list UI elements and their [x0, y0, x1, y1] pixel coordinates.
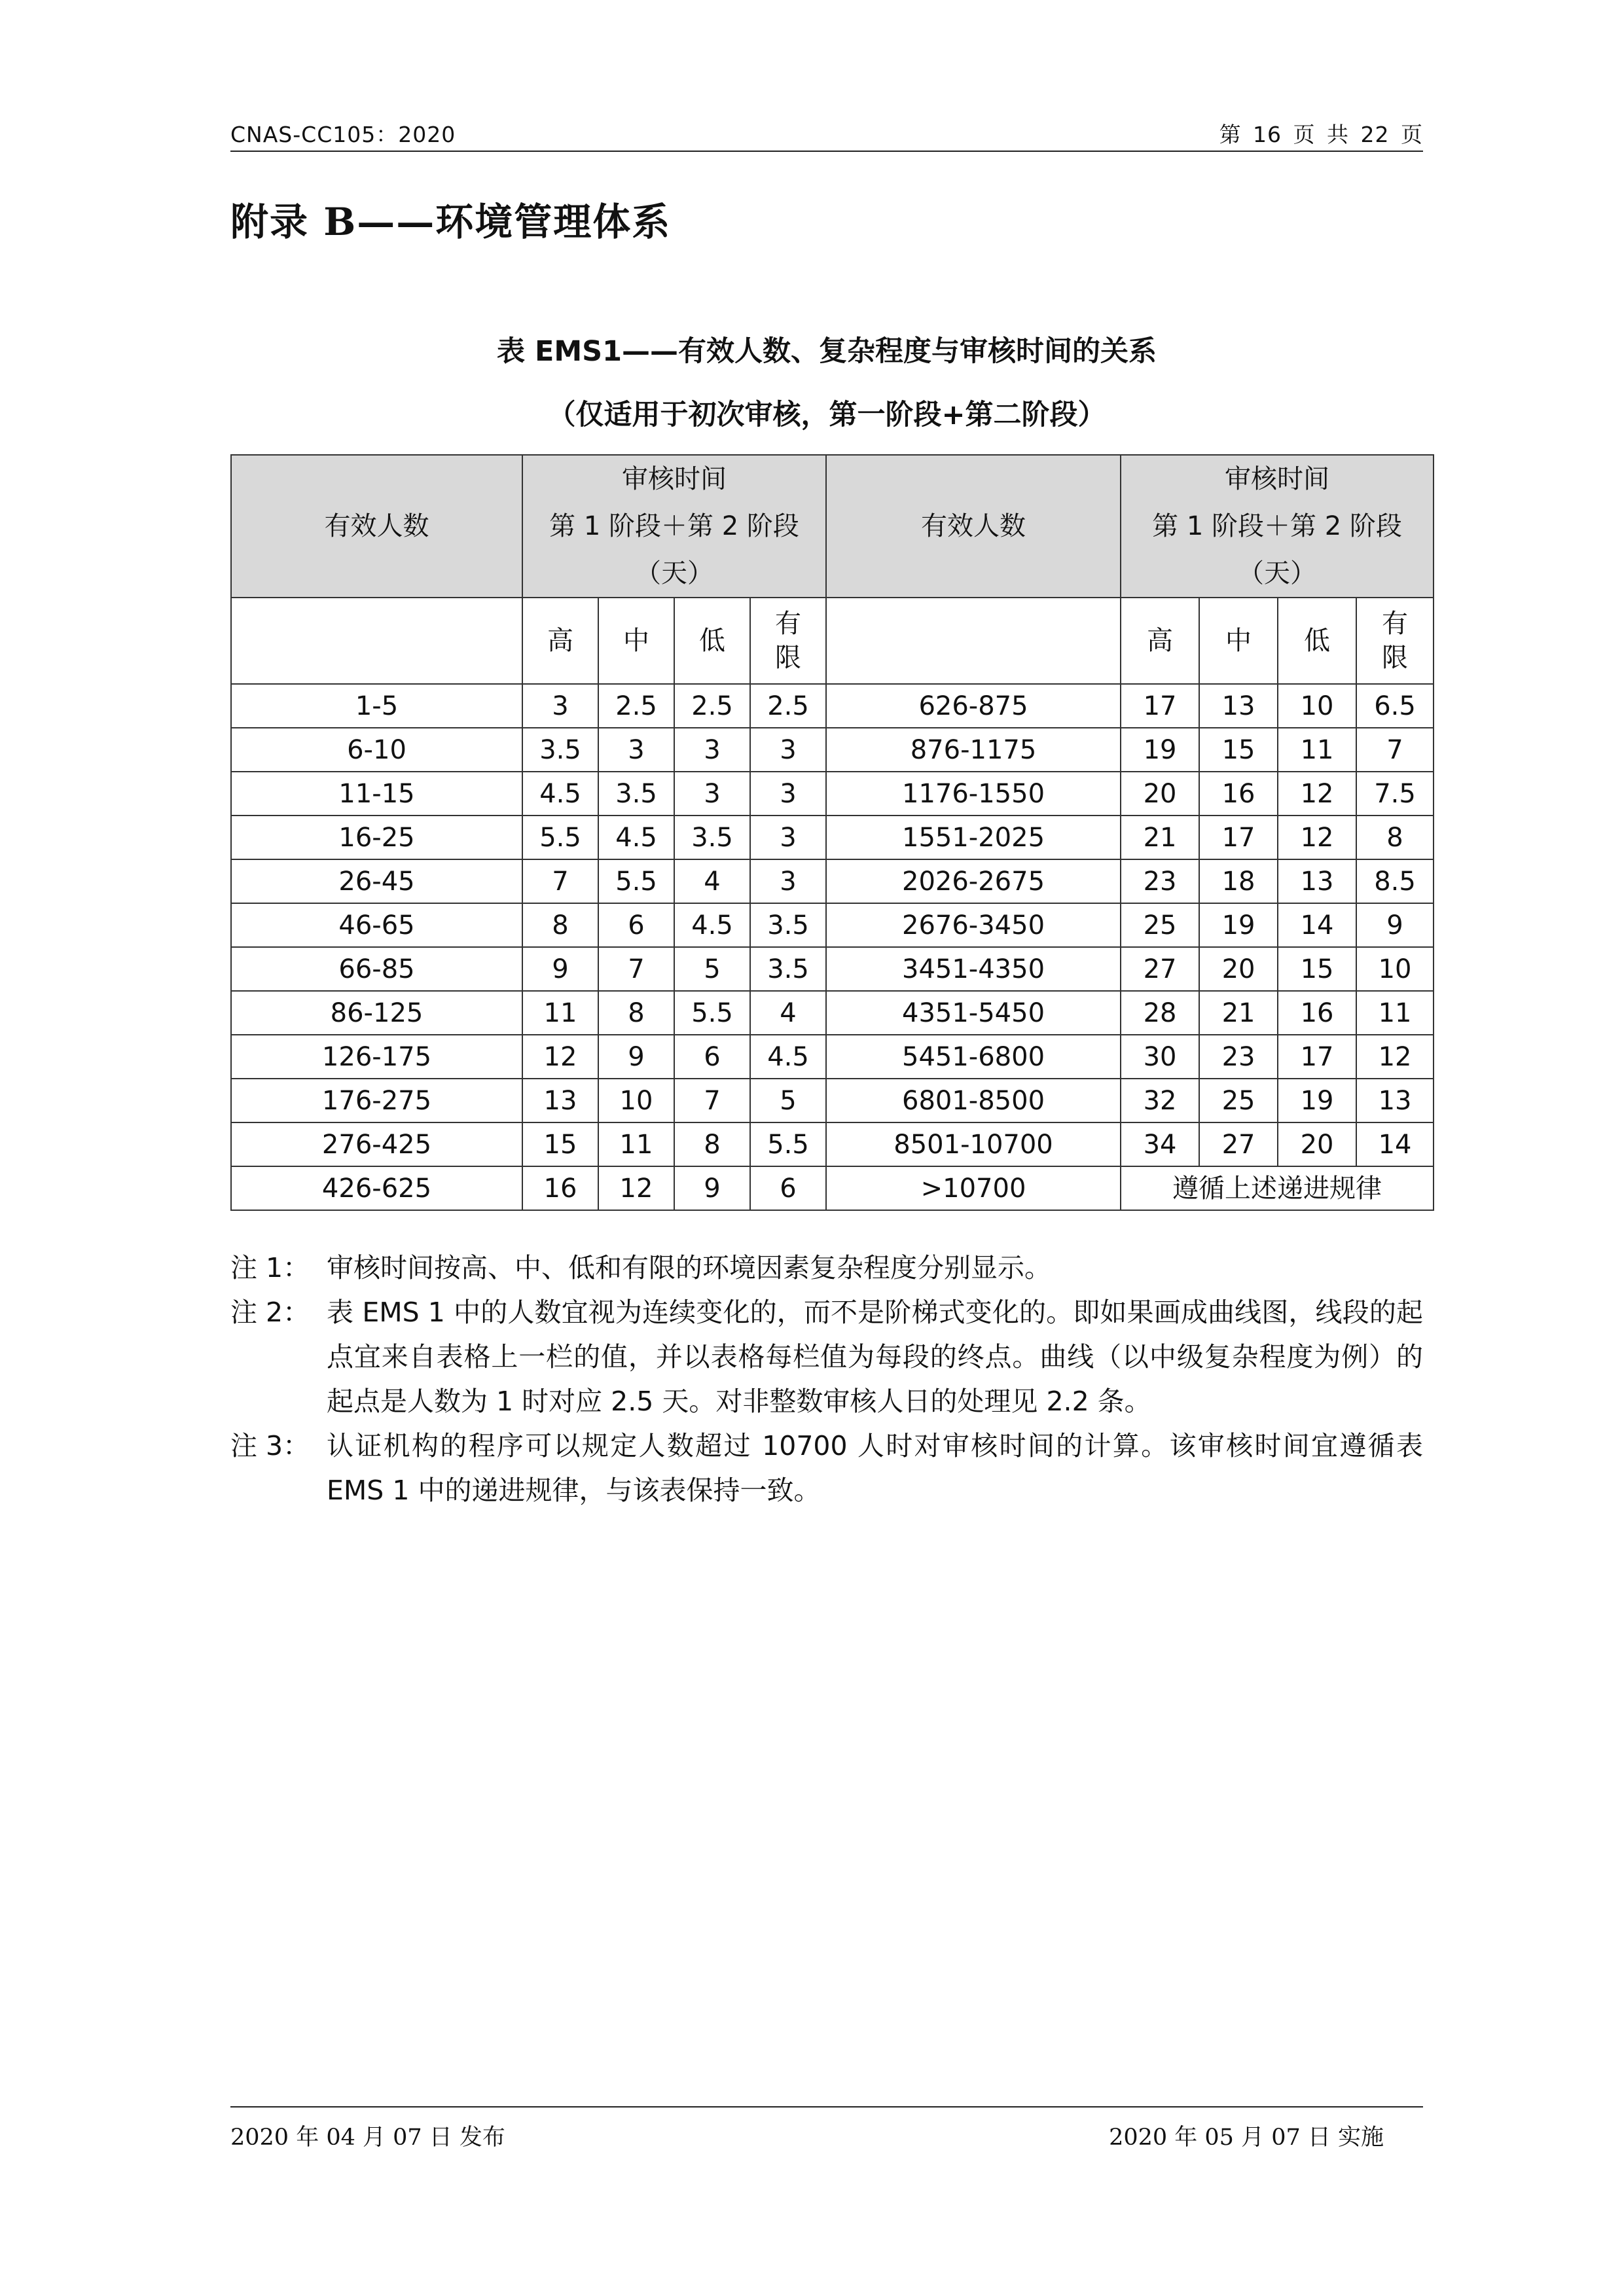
level-limited-text: 有限 — [1382, 609, 1409, 673]
audit-days-limited: 7 — [1356, 728, 1434, 772]
note-label: 注 2： — [230, 1297, 310, 1328]
audit-days-limited: 2.5 — [750, 684, 826, 728]
audit-days-mid: 5.5 — [598, 859, 674, 903]
audit-days-low: 13 — [1278, 859, 1356, 903]
header-unit-label: （天） — [1238, 558, 1317, 588]
complexity-level-row — [231, 598, 1434, 684]
note-text: 审核时间按高、中、低和有限的环境因素复杂程度分别显示。 — [327, 1252, 1051, 1283]
people-range: 4351-5450 — [826, 991, 1121, 1035]
audit-days-mid: 17 — [1199, 816, 1278, 859]
audit-days-limited: 5 — [750, 1079, 826, 1122]
header-time-label: 审核时间 — [622, 464, 727, 494]
audit-days-mid: 16 — [1199, 772, 1278, 816]
people-range: 8501-10700 — [826, 1122, 1121, 1166]
audit-days-high: 11 — [522, 991, 598, 1035]
audit-days-limited: 6 — [750, 1166, 826, 1210]
table-row — [231, 1079, 1434, 1122]
audit-days-high: 15 — [522, 1122, 598, 1166]
audit-days-high: 32 — [1121, 1079, 1199, 1122]
table-row — [231, 816, 1434, 859]
audit-days-mid: 21 — [1199, 991, 1278, 1035]
audit-days-low: 3 — [674, 728, 750, 772]
audit-days-mid: 27 — [1199, 1122, 1278, 1166]
audit-days-high: 3 — [522, 684, 598, 728]
audit-days-limited: 10 — [1356, 947, 1434, 991]
audit-days-low: 10 — [1278, 684, 1356, 728]
appendix-title: 附录 B——环境管理体系 — [230, 200, 672, 244]
table-row — [231, 1122, 1434, 1166]
audit-days-mid: 25 — [1199, 1079, 1278, 1122]
audit-days-low: 4.5 — [674, 903, 750, 947]
audit-days-high: 12 — [522, 1035, 598, 1079]
note-text: 认证机构的程序可以规定人数超过 10700 人时对审核时间的计算。该审核时间宜遵循表 EMS 1 中的递进规律，与该表保持一致。 — [327, 1430, 1423, 1506]
header-unit-label: （天） — [635, 558, 713, 588]
page-footer — [230, 2106, 1423, 2151]
publish-date: 2020 年 04 月 07 日 发布 — [230, 2125, 505, 2151]
audit-days-limited: 3.5 — [750, 947, 826, 991]
people-range: 3451-4350 — [826, 947, 1121, 991]
note-3 — [230, 1424, 1423, 1513]
audit-days-mid: 11 — [598, 1122, 674, 1166]
audit-days-low: 7 — [674, 1079, 750, 1122]
note-label: 注 1： — [230, 1252, 310, 1283]
audit-days-low: 12 — [1278, 772, 1356, 816]
notes-section — [230, 1246, 1423, 1513]
audit-days-limited: 8.5 — [1356, 859, 1434, 903]
audit-days-limited: 4.5 — [750, 1035, 826, 1079]
audit-days-low: 3.5 — [674, 816, 750, 859]
table-title: 表 EMS1——有效人数、复杂程度与审核时间的关系 — [496, 335, 1157, 368]
audit-days-limited: 9 — [1356, 903, 1434, 947]
level-limited — [1356, 598, 1434, 684]
audit-days-high: 25 — [1121, 903, 1199, 947]
people-range: 876-1175 — [826, 728, 1121, 772]
audit-days-high: 34 — [1121, 1122, 1199, 1166]
audit-days-mid: 8 — [598, 991, 674, 1035]
audit-days-low: 19 — [1278, 1079, 1356, 1122]
audit-days-mid: 12 — [598, 1166, 674, 1210]
people-range: 126-175 — [231, 1035, 522, 1079]
audit-days-low: 8 — [674, 1122, 750, 1166]
table-row — [231, 947, 1434, 991]
table-header-row — [231, 455, 1434, 598]
audit-days-limited: 8 — [1356, 816, 1434, 859]
people-range: 26-45 — [231, 859, 522, 903]
audit-days-high: 30 — [1121, 1035, 1199, 1079]
people-range: 16-25 — [231, 816, 522, 859]
people-range: 1551-2025 — [826, 816, 1121, 859]
people-range: 1176-1550 — [826, 772, 1121, 816]
note-label: 注 3： — [230, 1430, 310, 1462]
audit-days-high: 28 — [1121, 991, 1199, 1035]
audit-days-low: 15 — [1278, 947, 1356, 991]
audit-days-limited: 5.5 — [750, 1122, 826, 1166]
audit-days-limited: 3.5 — [750, 903, 826, 947]
audit-days-high: 4.5 — [522, 772, 598, 816]
table-row — [231, 728, 1434, 772]
page-header — [230, 113, 1423, 152]
header-time-label: 审核时间 — [1225, 464, 1330, 494]
audit-days-high: 21 — [1121, 816, 1199, 859]
audit-days-high: 20 — [1121, 772, 1199, 816]
table-row — [231, 991, 1434, 1035]
table-row — [231, 903, 1434, 947]
audit-days-limited: 3 — [750, 859, 826, 903]
audit-days-high: 27 — [1121, 947, 1199, 991]
table-row — [231, 684, 1434, 728]
audit-days-high: 16 — [522, 1166, 598, 1210]
audit-days-high: 9 — [522, 947, 598, 991]
audit-days-limited: 6.5 — [1356, 684, 1434, 728]
header-time-right — [1121, 455, 1434, 598]
note-text: 表 EMS 1 中的人数宜视为连续变化的，而不是阶梯式变化的。即如果画成曲线图，线段的起点宜来自表格上一栏的值，并以表格每栏值为每段的终点。曲线（以中级复杂程度为例）的起点是人数为 1 时对应 2.5 天。对非整数审核人日的处理见 2.2 条。 — [327, 1297, 1423, 1417]
people-range: 626-875 — [826, 684, 1121, 728]
audit-days-mid: 2.5 — [598, 684, 674, 728]
audit-days-low: 5.5 — [674, 991, 750, 1035]
audit-days-mid: 4.5 — [598, 816, 674, 859]
audit-days-low: 14 — [1278, 903, 1356, 947]
audit-days-limited: 11 — [1356, 991, 1434, 1035]
audit-days-mid: 23 — [1199, 1035, 1278, 1079]
level-high: 高 — [1121, 598, 1199, 684]
implement-date: 2020 年 05 月 07 日 实施 — [1109, 2125, 1384, 2151]
header-time-left — [522, 455, 826, 598]
people-range: 5451-6800 — [826, 1035, 1121, 1079]
audit-days-limited: 14 — [1356, 1122, 1434, 1166]
level-low: 低 — [674, 598, 750, 684]
people-range: 66-85 — [231, 947, 522, 991]
level-limited — [750, 598, 826, 684]
audit-days-high: 3.5 — [522, 728, 598, 772]
progression-note: 遵循上述递进规律 — [1121, 1166, 1434, 1210]
level-high: 高 — [522, 598, 598, 684]
people-range: 6-10 — [231, 728, 522, 772]
audit-days-low: 16 — [1278, 991, 1356, 1035]
audit-days-high: 19 — [1121, 728, 1199, 772]
audit-days-high: 8 — [522, 903, 598, 947]
people-range: 1-5 — [231, 684, 522, 728]
people-range: 426-625 — [231, 1166, 522, 1210]
table-row — [231, 772, 1434, 816]
audit-days-limited: 3 — [750, 728, 826, 772]
header-stage-label: 第 1 阶段＋第 2 阶段 — [1152, 511, 1402, 541]
people-range: 6801-8500 — [826, 1079, 1121, 1122]
audit-days-limited: 4 — [750, 991, 826, 1035]
people-range: 276-425 — [231, 1122, 522, 1166]
audit-days-mid: 18 — [1199, 859, 1278, 903]
note-2 — [230, 1290, 1423, 1424]
audit-days-low: 6 — [674, 1035, 750, 1079]
audit-days-high: 23 — [1121, 859, 1199, 903]
blank-cell — [231, 598, 522, 684]
audit-days-limited: 3 — [750, 772, 826, 816]
audit-days-low: 17 — [1278, 1035, 1356, 1079]
people-range: 86-125 — [231, 991, 522, 1035]
people-range: 2026-2675 — [826, 859, 1121, 903]
level-mid: 中 — [1199, 598, 1278, 684]
audit-days-limited: 13 — [1356, 1079, 1434, 1122]
audit-days-mid: 10 — [598, 1079, 674, 1122]
page-number: 第 16 页 共 22 页 — [1219, 122, 1423, 147]
audit-days-low: 4 — [674, 859, 750, 903]
document-code: CNAS-CC105：2020 — [230, 122, 456, 147]
header-people-left: 有效人数 — [231, 455, 522, 598]
audit-days-high: 17 — [1121, 684, 1199, 728]
audit-days-mid: 20 — [1199, 947, 1278, 991]
audit-days-mid: 13 — [1199, 684, 1278, 728]
audit-days-high: 5.5 — [522, 816, 598, 859]
audit-days-high: 13 — [522, 1079, 598, 1122]
audit-days-mid: 9 — [598, 1035, 674, 1079]
header-stage-label: 第 1 阶段＋第 2 阶段 — [549, 511, 799, 541]
level-low: 低 — [1278, 598, 1356, 684]
audit-days-low: 11 — [1278, 728, 1356, 772]
table-row — [231, 859, 1434, 903]
audit-days-high: 7 — [522, 859, 598, 903]
header-people-right: 有效人数 — [826, 455, 1121, 598]
note-1 — [230, 1246, 1423, 1290]
audit-days-low: 3 — [674, 772, 750, 816]
audit-days-low: 2.5 — [674, 684, 750, 728]
audit-days-low: 9 — [674, 1166, 750, 1210]
people-range: 11-15 — [231, 772, 522, 816]
people-range: 2676-3450 — [826, 903, 1121, 947]
audit-days-mid: 6 — [598, 903, 674, 947]
audit-time-table — [230, 454, 1434, 1211]
people-range: >10700 — [826, 1166, 1121, 1210]
blank-cell — [826, 598, 1121, 684]
people-range: 176-275 — [231, 1079, 522, 1122]
audit-days-mid: 19 — [1199, 903, 1278, 947]
table-row — [231, 1166, 1434, 1210]
audit-days-limited: 3 — [750, 816, 826, 859]
people-range: 46-65 — [231, 903, 522, 947]
audit-days-mid: 3.5 — [598, 772, 674, 816]
audit-days-limited: 12 — [1356, 1035, 1434, 1079]
table-row — [231, 1035, 1434, 1079]
audit-days-mid: 3 — [598, 728, 674, 772]
audit-days-low: 20 — [1278, 1122, 1356, 1166]
audit-days-low: 12 — [1278, 816, 1356, 859]
audit-days-limited: 7.5 — [1356, 772, 1434, 816]
level-mid: 中 — [598, 598, 674, 684]
audit-days-low: 5 — [674, 947, 750, 991]
level-limited-text: 有限 — [775, 609, 801, 673]
audit-days-mid: 15 — [1199, 728, 1278, 772]
table-subtitle: （仅适用于初次审核，第一阶段+第二阶段） — [547, 399, 1106, 431]
audit-days-mid: 7 — [598, 947, 674, 991]
